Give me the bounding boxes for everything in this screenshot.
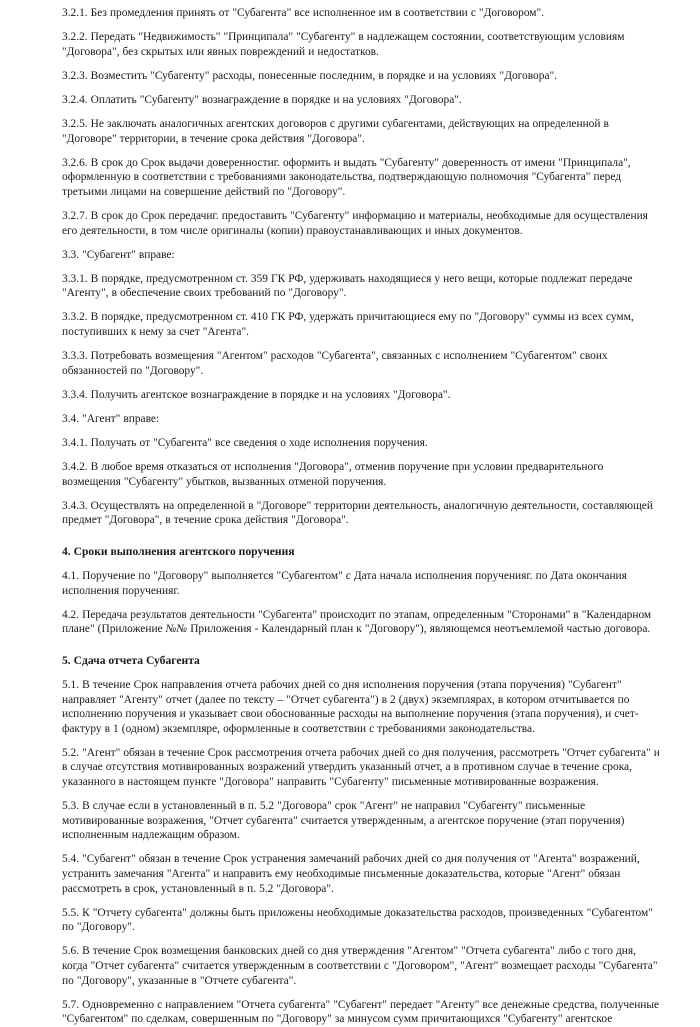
contract-clause: 3.2.7. В срок до Срок передачиг. предоставить "Субагенту" информацию и материалы, необходимые для осуществления его деятельности, в том числе оригиналы (копии) правоустанавливающих и иных документов. — [62, 209, 648, 237]
contract-clause: 5.3. В случае если в установленный в п. 5.2 "Договора" срок "Агент" не направил "Субагенту" письменные мотивированные возражения, "Отчет субагента" считается утвержденным, а агентское поручение (этап поручения) исполненным надлежащим образом. — [62, 800, 625, 842]
number-sign-glyph: №№ — [165, 623, 188, 636]
contract-clause: 3.2.5. Не заключать аналогичных агентских договоров с другими субагентами, действующих на определенной в "Договоре" территории, в течение срока действия "Договора". — [62, 117, 609, 145]
contract-clause: 4.2. Передача результатов деятельности "Субагента" происходит по этапам, определенным "Сторонами" в "Календарном плане" (Приложение №№ Приложения - Календарный план к "Договору"), являющемся неотъемлемой частью договора. — [62, 608, 652, 636]
document-body — [62, 6, 660, 1027]
section-heading: 5. Сдача отчета Субагента — [62, 653, 200, 667]
contract-clause: 4.1. Поручение по "Договору" выполняется "Субагентом" с Дата начала исполнения порученияг. по Дата окончания исполнения порученияг. — [62, 570, 627, 597]
contract-clause: 3.4.1. Получать от "Субагента" все сведения о ходе исполнения поручения. — [62, 436, 428, 449]
contract-clause: 5.2. "Агент" обязан в течение Срок рассмотрения отчета рабочих дней со дня получения, рассмотреть "Отчет субагента" и в случае отсутствия мотивированных возражений утвердить указанный отчет, а в противном случае в течение срока, указанного в настоящем пункте "Договора" направить "Субагенту" письменные мотивированные возражения. — [62, 746, 660, 789]
contract-clause: 5.7. Одновременно с направлением "Отчета субагента" "Субагент" передает "Агенту" все денежные средства, полученные "Субагентом" по сделкам, совершенным по "Договору" за минусом сумм причитающихся "Субагенту" агентское — [62, 998, 660, 1026]
contract-clause: 3.4.3. Осуществлять на определенной в "Договоре" территории деятельность, аналогичную деятельности, составляющей предмет "Договора", в течение срока действия "Договора". — [62, 499, 653, 527]
contract-clause: 3.2.3. Возместить "Субагенту" расходы, понесенные последним, в порядке и на условиях "Договора". — [62, 69, 557, 82]
contract-clause: 3.2.4. Оплатить "Субагенту" вознаграждение в порядке и на условиях "Договора". — [62, 93, 462, 106]
contract-clause: 3.2.1. Без промедления принять от "Субагента" все исполненное им в соответствии с "Договором". — [62, 7, 545, 19]
contract-clause: 3.3. "Субагент" вправе: — [62, 248, 175, 261]
contract-clause: 3.3.2. В порядке, предусмотренном ст. 410 ГК РФ, удержать причитающиеся ему по "Договору" суммы из всех сумм, поступивших к нему за счет "Агента". — [62, 311, 634, 338]
contract-clause: 3.4. "Агент" вправе: — [62, 412, 160, 425]
contract-clause: 5.4. "Субагент" обязан в течение Срок устранения замечаний рабочих дней со дня получения от "Агента" возражений, устранить замечания "Агента" и направить ему необходимые письменные доказательства, которые "Агент" обязан рассмотреть в срок, установленный в п. 5.2 "Договора". — [62, 853, 640, 895]
contract-clause: 3.3.3. Потребовать возмещения "Агентом" расходов "Субагента", связанных с исполнением "Субагентом" своих обязанностей по "Договору". — [62, 350, 608, 377]
contract-clause: 3.3.4. Получить агентское вознаграждение в порядке и на условиях "Договора". — [62, 388, 451, 401]
contract-clause: 3.3.1. В порядке, предусмотренном ст. 359 ГК РФ, удерживать находящиеся у него вещи, которые подлежат передаче "Агенту", в обеспечение своих требований по "Договору". — [62, 272, 633, 300]
contract-clause: 3.4.2. В любое время отказаться от исполнения "Договора", отменив поручение при условии предварительного возмещения "Субагенту" убытков, вызванных отменой поручения. — [62, 461, 604, 488]
contract-clause: 5.5. К "Отчету субагента" должны быть приложены необходимые доказательства расходов, произведенных "Субагентом" по "Договору". — [62, 906, 653, 934]
contract-clause: 3.2.6. В срок до Срок выдачи доверенностиг. оформить и выдать "Субагенту" доверенность от имени "Принципала", оформленную в соответствии с требованиями законодательства, подтверждающую полномочия "Субагента" перед третьими лицами на совершение действий по "Договору". — [62, 156, 631, 198]
section-heading: 4. Сроки выполнения агентского поручения — [62, 544, 295, 558]
contract-clause: 3.2.2. Передать "Недвижимость" "Принципала" "Субагенту" в надлежащем состоянии, соответствующим условиям "Договора", без скрытых или явных повреждений и недостатков. — [62, 31, 625, 58]
contract-clause: 5.1. В течение Срок направления отчета рабочих дней со дня исполнения поручения (этапа поручения) "Субагент" направляет "Агенту" отчет (далее по тексту – "Отчет субагента") в 2 (двух) экземплярах, в котором отчитывается по исполнению поручения и указывает свои обоснованные расходы на выполнение поручения (этапа поручения), и счет-фактуру в 1 (одном) экземпляре, оформленные в соответствии с требованиями законодательства. — [62, 679, 639, 735]
contract-clause: 5.6. В течение Срок возмещения банковских дней со дня утверждения "Агентом" "Отчета субагента" либо с того дня, когда "Отчет субагента" считается утвержденным в соответствии с "Договором", "Агент" возмещает расходы "Субагента" по "Договору", указанные в "Отчете субагента". — [62, 945, 658, 987]
